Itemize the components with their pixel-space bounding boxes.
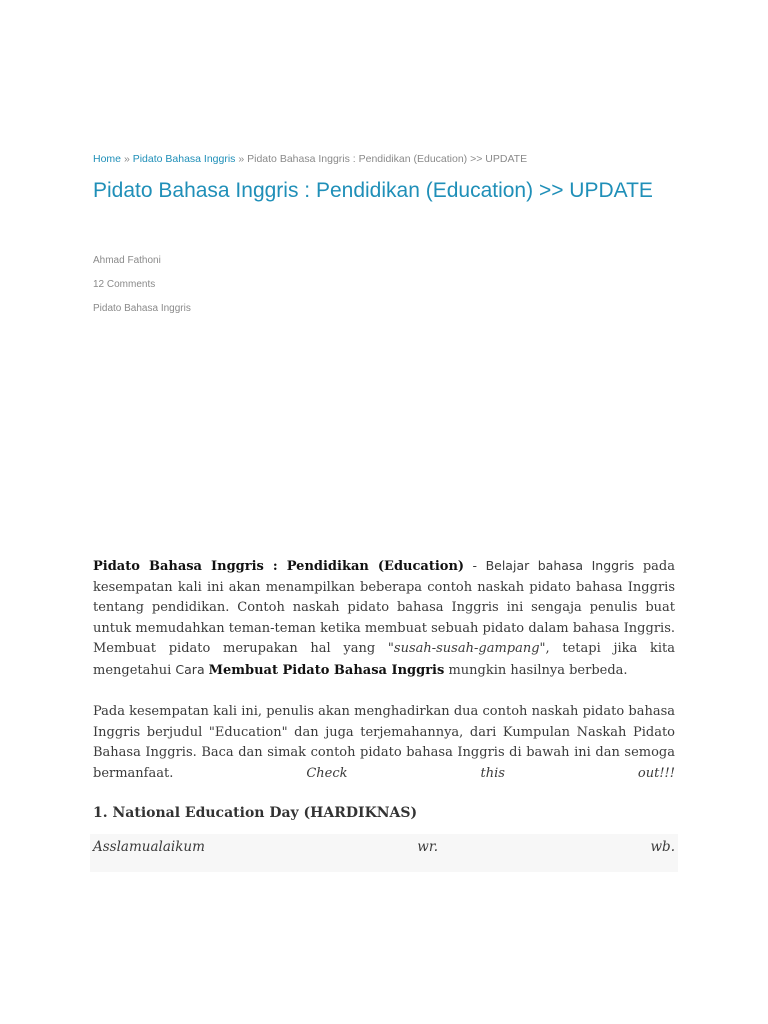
page-title: Pidato Bahasa Inggris : Pendidikan (Education) >> UPDATE [93, 179, 653, 202]
breadcrumb-current: Pidato Bahasa Inggris : Pendidikan (Education) >> UPDATE [247, 153, 528, 165]
breadcrumb-separator: » [238, 153, 245, 165]
post-author[interactable]: Ahmad Fathoni [93, 255, 161, 266]
post-comments-count[interactable]: 12 Comments [93, 279, 156, 290]
quote-word: wb. [650, 838, 675, 855]
breadcrumb [93, 153, 693, 165]
section-heading: 1. National Education Day (HARDIKNAS) [93, 805, 418, 821]
article-sans-text: - Belajar bahasa Inggris [464, 558, 635, 573]
breadcrumb-separator: » [123, 153, 130, 165]
breadcrumb-category-link[interactable]: Pidato Bahasa Inggris [132, 153, 236, 165]
article-text: Pada kesempatan kali ini, penulis akan menghadirkan dua contoh naskah pidato bahasa Inggris berjudul "Education" dan juga terjemahannya, dari Kumpulan Naskah Pidato Bahasa Inggris. Baca dan simak contoh pidato bahasa Inggris di bawah ini dan semoga bermanfaat. [93, 704, 675, 781]
speech-quote-box [90, 834, 678, 872]
article-cara-text: Cara [175, 661, 209, 677]
article-paragraph-second [93, 702, 675, 784]
article-italic-phrase: susah-susah-gampang [393, 641, 540, 656]
article-text: mungkin hasilnya berbeda. [444, 662, 628, 678]
article-italic-check: Check this out!!! [306, 765, 675, 781]
article-bold-intro: Pidato Bahasa Inggris : Pendidikan (Education) [93, 559, 465, 574]
article-paragraph-intro [93, 556, 675, 681]
breadcrumb-home-link[interactable]: Home [93, 153, 122, 165]
article-link-membuat-pidato[interactable]: Membuat Pidato Bahasa Inggris [208, 662, 445, 678]
article-text: ", tetapi jika kita mengetahui [93, 641, 675, 678]
post-category[interactable]: Pidato Bahasa Inggris [93, 303, 191, 314]
article-text: pada kesempatan kali ini akan menampilkan beberapa contoh naskah pidato bahasa Inggris tentang pendidikan. Contoh naskah pidato bahasa Inggris ini sengaja penulis buat untuk memudahkan teman-teman ketika membuat sebuah pidato dalam bahasa Inggris. Membuat pidato merupakan hal yang " [93, 559, 676, 656]
article-body [93, 556, 675, 872]
quote-word: wr. [417, 838, 439, 855]
quote-word: Asslamualaikum [93, 838, 205, 855]
